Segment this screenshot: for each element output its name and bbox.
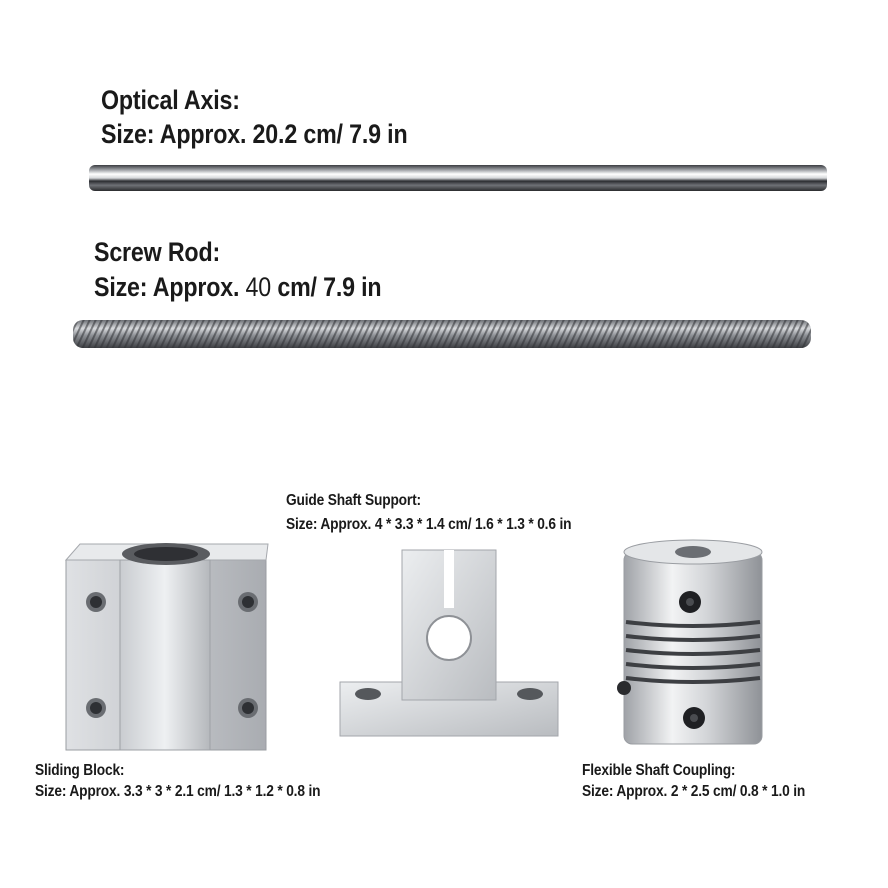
optical-axis-rod-image: [88, 163, 828, 193]
optical-axis-size: [101, 118, 407, 151]
screw-rod-size: [94, 271, 381, 304]
flexible-shaft-coupling-title: Flexible Shaft Coupling:: [582, 762, 736, 779]
guide-shaft-support-title: Guide Shaft Support:: [286, 492, 421, 509]
screw-rod-size-number: 40: [245, 272, 272, 302]
flexible-shaft-coupling-image: [612, 538, 772, 753]
screw-rod-size-unit: cm/ 7.9 in: [271, 272, 382, 302]
optical-axis-size-value: 20.2 cm/ 7.9 in: [252, 119, 408, 149]
screw-rod-image: [72, 317, 812, 351]
screw-rod-title: Screw Rod:: [94, 237, 221, 267]
guide-shaft-support-size: Size: Approx. 4 * 3.3 * 1.4 cm/ 1.6 * 1.3 * 0.6 in: [286, 516, 572, 533]
optical-axis-title: Optical Axis:: [101, 85, 240, 115]
sliding-block-image: [58, 540, 278, 755]
guide-shaft-support-image: [338, 548, 560, 738]
optical-axis-size-prefix: Size: Approx.: [101, 119, 253, 149]
flexible-shaft-coupling-size: Size: Approx. 2 * 2.5 cm/ 0.8 * 1.0 in: [582, 783, 806, 800]
screw-rod-size-prefix: Size: Approx.: [94, 272, 246, 302]
sliding-block-title: Sliding Block:: [35, 762, 125, 779]
sliding-block-size: Size: Approx. 3.3 * 3 * 2.1 cm/ 1.3 * 1.2 * 0.8 in: [35, 783, 321, 800]
